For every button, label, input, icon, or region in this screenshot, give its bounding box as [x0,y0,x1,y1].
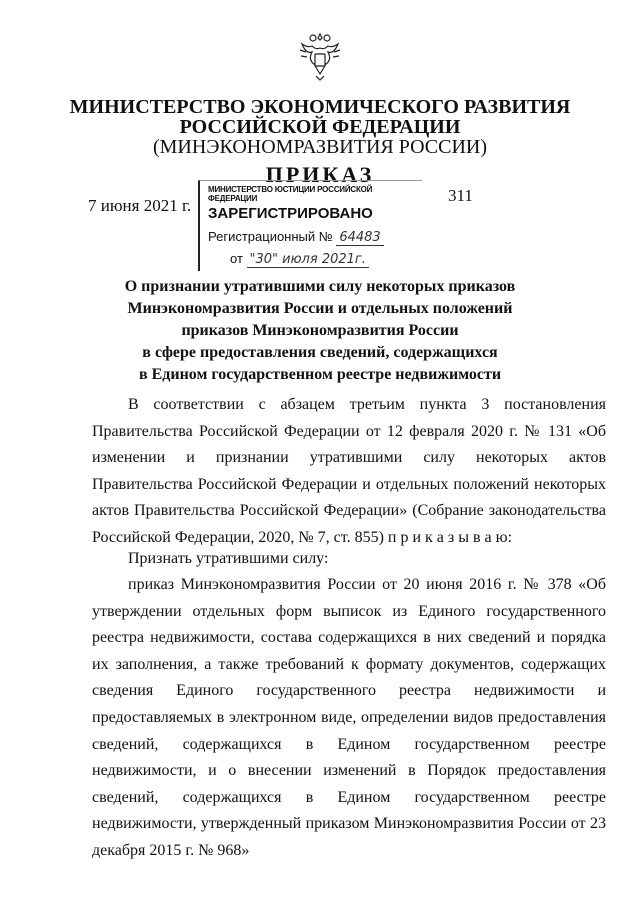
title-line: в сфере предоставления сведений, содержащихся [142,344,498,361]
registration-stamp [198,180,422,271]
document-type: ПРИКАЗ [265,162,375,187]
coat-of-arms-icon [298,30,342,82]
title-line: приказов Минэкономразвития России [181,322,459,339]
stamp-ministry: МИНИСТЕРСТВО ЮСТИЦИИ РОССИЙСКОЙ ФЕДЕРАЦИИ [208,185,373,203]
title-line: в Едином государственном реестре недвижимости [138,366,502,383]
ministry-name-line2: РОССИЙСКОЙ ФЕДЕРАЦИИ [179,116,461,138]
paragraph-recognize: Признать утратившими силу: [128,550,329,567]
stamp-registered: ЗАРЕГИСТРИРОВАНО [208,205,373,222]
paragraph-preamble: В соответствии с абзацем третьим пункта 3 постановления Правительства Российской Федерации от 12 февраля 2020 г. № 131 «Об изменении и признании утратившими силу некоторых актов Правительства Российской Федерации и отдельных положений некоторых актов Правительства Российской Федерации» (Собрание законодательства Российской Федерации, 2020, № 7, ст. 855) п р и к а з ы в а ю: [92,396,606,546]
document-title [0,276,640,386]
stamp-reg-row [208,229,384,245]
ministry-name-line1: МИНИСТЕРСТВО ЭКОНОМИЧЕСКОГО РАЗВИТИЯ [69,96,571,118]
stamp-date-row [230,251,369,267]
stamp-reg-date: "30" июля 2021г. [247,252,369,268]
stamp-reg-number: 64483 [336,230,383,246]
title-line: Минэкономразвития России и отдельных положений [127,300,513,317]
order-date: 7 июня 2021 г. [88,196,192,215]
stamp-from-label: от [230,251,243,266]
ministry-short-name: (МИНЭКОНОМРАЗВИТИЯ РОССИИ) [152,136,488,158]
title-line: О признании утратившими силу некоторых приказов [124,278,516,295]
stamp-reg-label: Регистрационный № [208,229,333,244]
order-number: 311 [448,186,473,205]
paragraph-order-378: приказ Минэкономразвития России от 20 июня 2016 г. № 378 «Об утверждении отдельных форм выписок из Единого государственного реестра недвижимости, состава содержащихся в них сведений и порядка их заполнения, а также требований к формату документов, содержащих сведения Единого государственного реестра недвижимости и предоставляемых в электронном виде, определении видов предоставления сведений, содержащихся в Едином государственном реестре недвижимости, и о внесении изменений в Порядок предоставления сведений, содержащихся в Едином государственном реестре недвижимости, утвержденный приказом Минэкономразвития России от 23 декабря 2015 г. № 968» [92,576,606,859]
